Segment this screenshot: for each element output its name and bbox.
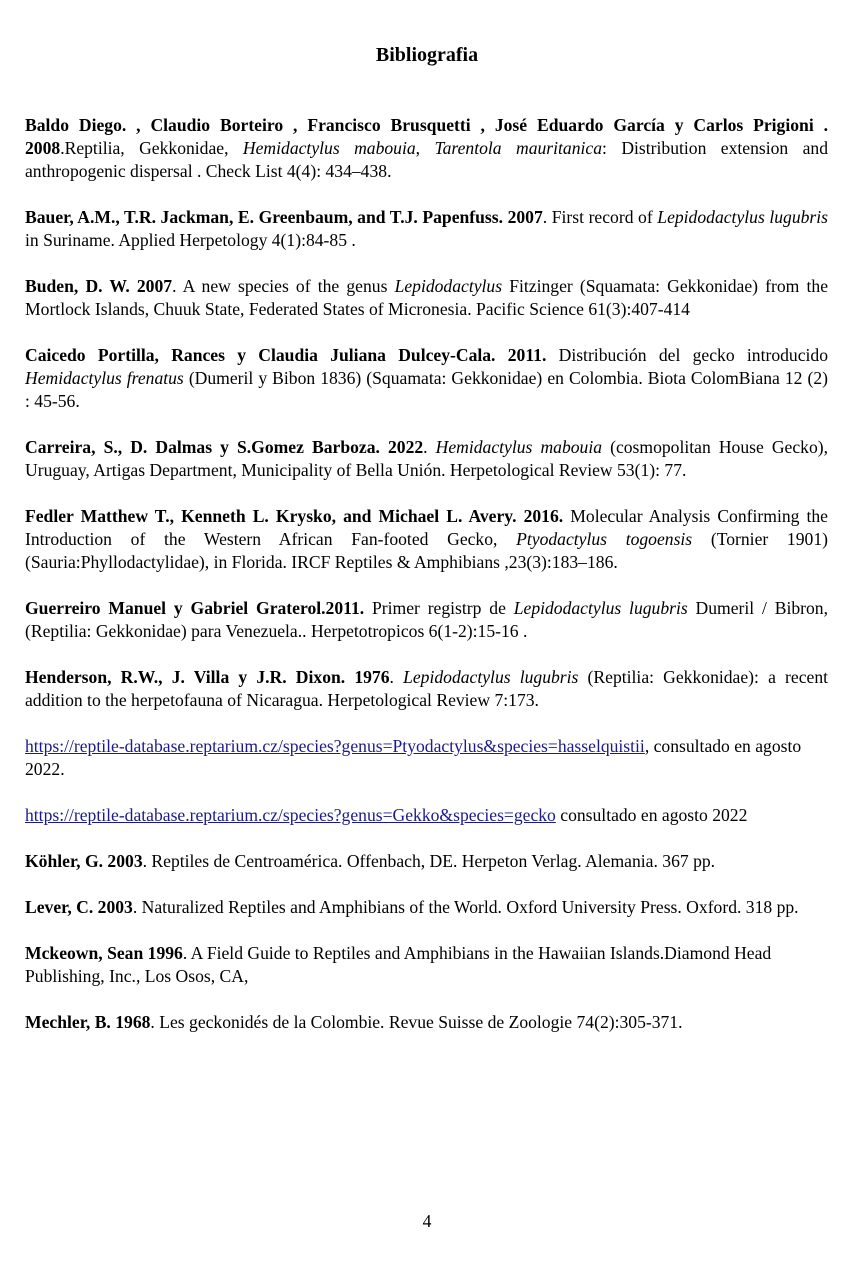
reference-text: . First record of <box>542 207 658 227</box>
reference-author-year: Bauer, A.M., T.R. Jackman, E. Greenbaum, and T.J. Papenfuss. 2007 <box>25 207 543 227</box>
reference-text: . A Field Guide to Reptiles and Amphibians in the Hawaiian Islands.Diamond Head Publishing, Inc., Los Osos, CA, <box>25 943 772 986</box>
species-name: Lepidodactylus lugubris <box>657 207 829 227</box>
reference-entry <box>25 804 828 827</box>
reference-text: . <box>423 437 436 457</box>
reference-entry <box>25 735 828 781</box>
reference-text: Fitzinger (Squamata: Gekkonidae) from the Mortlock Islands, Chuuk State, Federated States of Micronesia. Pacific Science 61(3):407-414 <box>25 276 828 319</box>
reference-text: (Tornier 1901) (Sauria:Phyllodactylidae), in Florida. IRCF Reptiles & Amphibians ,23(3):183–186. <box>25 529 828 572</box>
species-name: Hemidactylus frenatus <box>25 368 184 388</box>
reference-text: (cosmopolitan House Gecko), Uruguay, Artigas Department, Municipality of Bella Unión. Herpetological Review 53(1): 77. <box>25 437 829 480</box>
reference-entry <box>25 942 828 988</box>
reference-author-year: Guerreiro Manuel y Gabriel Graterol.2011. <box>25 598 365 618</box>
species-name: Ptyodactylus togoensis <box>516 529 693 549</box>
species-name: Lepidodactylus <box>394 276 503 296</box>
species-name: Hemidactylus mabouia <box>435 437 603 457</box>
reference-text: . <box>389 667 404 687</box>
reference-author-year: Carreira, S., D. Dalmas y S.Gomez Barboza. 2022 <box>25 437 424 457</box>
reference-author-year: Fedler Matthew T., Kenneth L. Krysko, and Michael L. Avery. 2016. <box>25 506 564 526</box>
reference-entry <box>25 850 828 873</box>
reference-entry <box>25 666 828 712</box>
page-number: 4 <box>422 1211 432 1231</box>
reference-author-year: Köhler, G. 2003 <box>25 851 143 871</box>
reference-text: , consultado en agosto 2022. <box>25 736 802 779</box>
reference-text: . Les geckonidés de la Colombie. Revue Suisse de Zoologie 74(2):305-371. <box>150 1012 683 1032</box>
species-name: Tarentola mauritanica <box>434 138 603 158</box>
bibliography-list <box>25 114 828 1057</box>
reference-text: in Suriname. Applied Herpetology 4(1):84-85 . <box>25 230 356 250</box>
reference-entry <box>25 436 828 482</box>
species-name: Lepidodactylus lugubris <box>513 598 688 618</box>
reference-author-year: Henderson, R.W., J. Villa y J.R. Dixon. 1976 <box>25 667 390 687</box>
reference-text: . Naturalized Reptiles and Amphibians of the World. Oxford University Press. Oxford. 318 pp. <box>132 897 799 917</box>
reference-author-year: Mechler, B. 1968 <box>25 1012 151 1032</box>
reference-link[interactable]: https://reptile-database.reptarium.cz/species?genus=Gekko&species=gecko <box>25 805 556 825</box>
reference-text: .Reptilia, Gekkonidae, <box>60 138 243 158</box>
reference-text: . A new species of the genus <box>172 276 395 296</box>
reference-author-year: Mckeown, Sean 1996 <box>25 943 183 963</box>
reference-entry <box>25 597 828 643</box>
reference-text: (Reptilia: Gekkonidae): a recent addition to the herpetofauna of Nicaragua. Herpetological Review 7:173. <box>25 667 829 710</box>
reference-text: Primer registrp de <box>364 598 514 618</box>
reference-author-year: Baldo Diego. , Claudio Borteiro , Francisco Brusquetti , José Eduardo García y Carlos Prigioni . 2008 <box>25 115 828 158</box>
reference-text: (Dumeril y Bibon 1836) (Squamata: Gekkonidae) en Colombia. Biota ColomBiana 12 (2) : 45-56. <box>25 368 829 411</box>
reference-entry <box>25 505 828 574</box>
reference-author-year: Caicedo Portilla, Rances y Claudia Juliana Dulcey-Cala. 2011. <box>25 345 547 365</box>
reference-entry <box>25 1011 828 1034</box>
reference-link[interactable]: https://reptile-database.reptarium.cz/species?genus=Ptyodactylus&species=hasselquistii <box>25 736 645 756</box>
reference-text: consultado en agosto 2022 <box>555 805 748 825</box>
reference-text: Dumeril / Bibron, (Reptilia: Gekkonidae) para Venezuela.. Herpetotropicos 6(1-2):15-16 . <box>25 598 828 641</box>
reference-author-year: Buden, D. W. 2007 <box>25 276 173 296</box>
reference-entry <box>25 896 828 919</box>
reference-author-year: Lever, C. 2003 <box>25 897 133 917</box>
reference-text: Distribución del gecko introducido <box>546 345 829 365</box>
species-name: Lepidodactylus lugubris <box>403 667 579 687</box>
reference-entry <box>25 275 828 321</box>
reference-text: , <box>415 138 435 158</box>
reference-text: . Reptiles de Centroamérica. Offenbach, DE. Herpeton Verlag. Alemania. 367 pp. <box>142 851 716 871</box>
reference-entry <box>25 114 828 183</box>
page-title: Bibliografia <box>375 44 479 66</box>
reference-text: Molecular Analysis Confirming the Introduction of the Western African Fan-footed Gecko, <box>25 506 828 549</box>
reference-entry <box>25 206 828 252</box>
species-name: Hemidactylus mabouia <box>242 138 416 158</box>
reference-text: : Distribution extension and anthropogenic dispersal . Check List 4(4): 434–438. <box>25 138 829 181</box>
reference-entry <box>25 344 828 413</box>
